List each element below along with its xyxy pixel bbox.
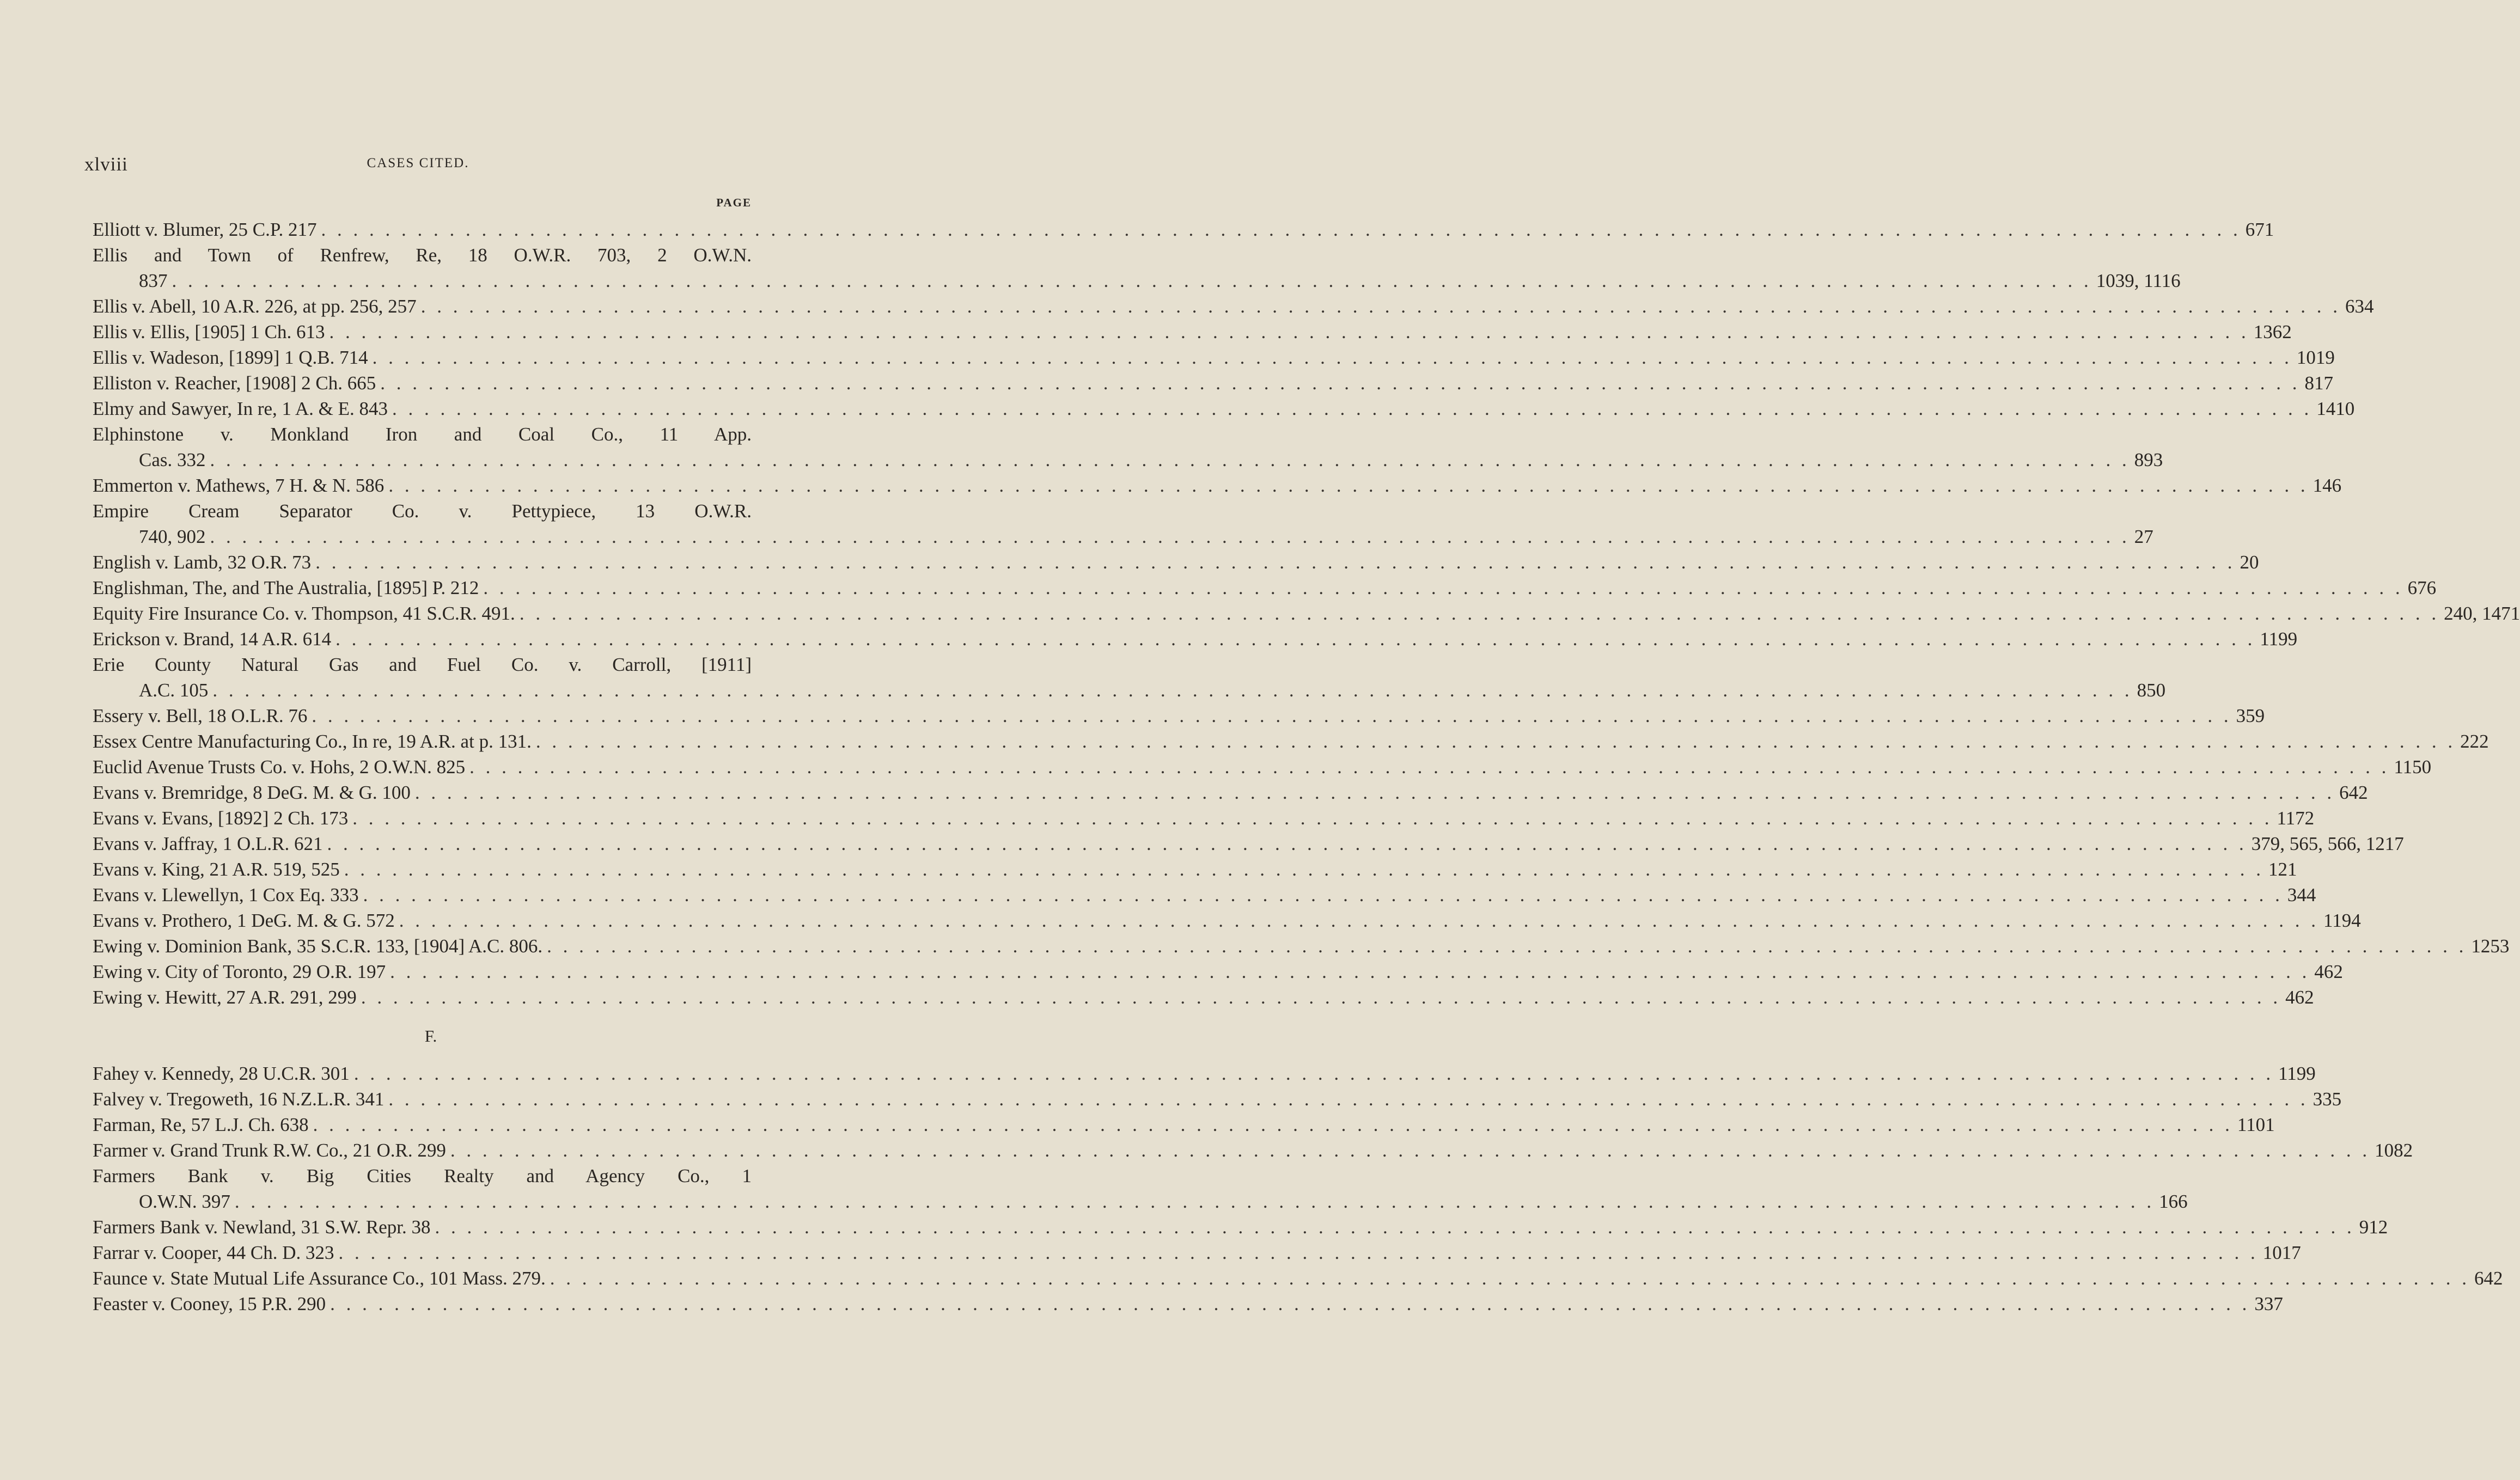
page-reference: 1101 <box>2237 1114 2275 1135</box>
page-reference: 676 <box>2407 577 2437 598</box>
case-entry <box>93 780 2368 805</box>
page-reference: 1039, 1116 <box>2096 270 2181 291</box>
page-reference: 1172 <box>2277 808 2315 829</box>
page-reference: 1082 <box>2375 1140 2413 1161</box>
page-reference: 240, 1471 <box>2444 603 2520 624</box>
dot-leader: . . . . . . . . . . . . . . . . . . . . . . . . . . . . . . . . . . . . . . . . . . . . . . . . . . . . . . . . . . . . . . . . . . . . . . . . . . . . . . . . . . . . . . . . . . . . . . . . . . . . . . . . . . . . . . . . . . . . . . . . <box>535 731 2456 752</box>
case-citation-line: Farmers Bank v. Big Cities Realty and Agency Co., 1 <box>93 1165 752 1187</box>
page-reference: 1019 <box>2296 347 2335 368</box>
case-citation-line: Farman, Re, 57 L.J. Ch. 638 <box>93 1114 309 1135</box>
page-reference: 1410 <box>2316 398 2355 419</box>
case-citation-line: 740, 902 <box>139 526 206 547</box>
case-entry <box>93 984 2314 1010</box>
dot-leader: . . . . . . . . . . . . . . . . . . . . . . . . . . . . . . . . . . . . . . . . . . . . . . . . . . . . . . . . . . . . . . . . . . . . . . . . . . . . . . . . . . . . . . . . . . . . . . . . . . . . . . . . . . . . . . . . . . . . . . . . <box>420 296 2341 317</box>
dot-leader: . . . . . . . . . . . . . . . . . . . . . . . . . . . . . . . . . . . . . . . . . . . . . . . . . . . . . . . . . . . . . . . . . . . . . . . . . . . . . . . . . . . . . . . . . . . . . . . . . . . . . . . . . . . . . . . . . . . . . . . . <box>388 475 2309 496</box>
dot-leader: . . . . . . . . . . . . . . . . . . . . . . . . . . . . . . . . . . . . . . . . . . . . . . . . . . . . . . . . . . . . . . . . . . . . . . . . . . . . . . . . . . . . . . . . . . . . . . . . . . . . . . . . . . . . . . . . . . . . . . . . <box>212 680 2133 701</box>
case-citation-line: English v. Lamb, 32 O.R. 73 <box>93 552 312 573</box>
case-citation-line: Essery v. Bell, 18 O.L.R. 76 <box>93 705 308 726</box>
case-entry <box>93 882 2316 908</box>
case-citation-line: Elliott v. Blumer, 25 C.P. 217 <box>93 219 317 240</box>
dot-leader: . . . . . . . . . . . . . . . . . . . . . . . . . . . . . . . . . . . . . . . . . . . . . . . . . . . . . . . . . . . . . . . . . . . . . . . . . . . . . . . . . . . . . . . . . . . . . . . . . . . . . . . . . . . . . . . . . . . . . . . . <box>172 270 2092 291</box>
case-citation-line: O.W.N. 397 <box>139 1191 230 1212</box>
page-reference: 1017 <box>2262 1242 2301 1263</box>
dot-leader: . . . . . . . . . . . . . . . . . . . . . . . . . . . . . . . . . . . . . . . . . . . . . . . . . . . . . . . . . . . . . . . . . . . . . . . . . . . . . . . . . . . . . . . . . . . . . . . . . . . . . . . . . . . . . . . . . . . . . . . . <box>234 1191 2155 1212</box>
case-citation-line: Emmerton v. Mathews, 7 H. & N. 586 <box>93 475 385 496</box>
case-entry <box>93 396 2355 421</box>
case-entry <box>93 575 2437 601</box>
page-reference: 634 <box>2345 296 2374 317</box>
case-entry <box>93 293 2374 319</box>
case-entry <box>93 831 2404 857</box>
case-entry <box>93 703 2265 729</box>
case-citation-line: Faunce v. State Mutual Life Assurance Co., 101 Mass. 279. <box>93 1268 546 1289</box>
case-citation-line: Erie County Natural Gas and Fuel Co. v. Carroll, [1911] <box>93 654 752 675</box>
case-citation-line: A.C. 105 <box>139 680 209 701</box>
case-citation-line: Essex Centre Manufacturing Co., In re, 19 A.R. at p. 131. <box>93 731 532 752</box>
dot-leader: . . . . . . . . . . . . . . . . . . . . . . . . . . . . . . . . . . . . . . . . . . . . . . . . . . . . . . . . . . . . . . . . . . . . . . . . . . . . . . . . . . . . . . . . . . . . . . . . . . . . . . . . . . . . . . . . . . . . . . . . <box>363 884 2283 906</box>
page-reference: 1253 <box>2471 935 2510 957</box>
case-citation-line: Evans v. Prothero, 1 DeG. M. & G. 572 <box>93 910 395 931</box>
case-citation-line: Equity Fire Insurance Co. v. Thompson, 41 S.C.R. 491. <box>93 603 515 624</box>
page-reference: 121 <box>2268 859 2297 880</box>
dot-leader: . . . . . . . . . . . . . . . . . . . . . . . . . . . . . . . . . . . . . . . . . . . . . . . . . . . . . . . . . . . . . . . . . . . . . . . . . . . . . . . . . . . . . . . . . . . . . . . . . . . . . . . . . . . . . . . . . . . . . . . . <box>392 398 2312 419</box>
case-citation-line: Elmy and Sawyer, In re, 1 A. & E. 843 <box>93 398 388 419</box>
case-entry <box>93 421 2163 473</box>
page-reference: 379, 565, 566, 1217 <box>2251 833 2404 854</box>
case-entry <box>93 498 2153 549</box>
page-reference: 27 <box>2134 526 2153 547</box>
case-entry <box>93 601 2520 626</box>
case-entry <box>93 626 2298 652</box>
case-citation-line: Evans v. Llewellyn, 1 Cox Eq. 333 <box>93 884 359 906</box>
page-reference: 222 <box>2460 731 2489 752</box>
dot-leader: . . . . . . . . . . . . . . . . . . . . . . . . . . . . . . . . . . . . . . . . . . . . . . . . . . . . . . . . . . . . . . . . . . . . . . . . . . . . . . . . . . . . . . . . . . . . . . . . . . . . . . . . . . . . . . . . . . . . . . . . <box>330 1293 2250 1314</box>
page-reference: 462 <box>2314 961 2343 982</box>
dot-leader: . . . . . . . . . . . . . . . . . . . . . . . . . . . . . . . . . . . . . . . . . . . . . . . . . . . . . . . . . . . . . . . . . . . . . . . . . . . . . . . . . . . . . . . . . . . . . . . . . . . . . . . . . . . . . . . . . . . . . . . . <box>483 577 2403 598</box>
dot-leader: . . . . . . . . . . . . . . . . . . . . . . . . . . . . . . . . . . . . . . . . . . . . . . . . . . . . . . . . . . . . . . . . . . . . . . . . . . . . . . . . . . . . . . . . . . . . . . . . . . . . . . . . . . . . . . . . . . . . . . . . <box>344 859 2264 880</box>
section-letter-f: F. <box>424 1026 437 1045</box>
page-reference: 1199 <box>2278 1063 2316 1084</box>
case-citation-line: 837 <box>139 270 168 291</box>
case-entry <box>93 652 2166 703</box>
case-entry <box>93 1061 2316 1086</box>
dot-leader: . . . . . . . . . . . . . . . . . . . . . . . . . . . . . . . . . . . . . . . . . . . . . . . . . . . . . . . . . . . . . . . . . . . . . . . . . . . . . . . . . . . . . . . . . . . . . . . . . . . . . . . . . . . . . . . . . . . . . . . . <box>312 705 2232 726</box>
page-column-label: PAGE <box>716 196 752 209</box>
case-citation-line: Ellis and Town of Renfrew, Re, 18 O.W.R. 703, 2 O.W.N. <box>93 244 752 266</box>
dot-leader: . . . . . . . . . . . . . . . . . . . . . . . . . . . . . . . . . . . . . . . . . . . . . . . . . . . . . . . . . . . . . . . . . . . . . . . . . . . . . . . . . . . . . . . . . . . . . . . . . . . . . . . . . . . . . . . . . . . . . . . . <box>352 808 2273 829</box>
case-citation-line: Ewing v. City of Toronto, 29 O.R. 197 <box>93 961 386 982</box>
dot-leader: . . . . . . . . . . . . . . . . . . . . . . . . . . . . . . . . . . . . . . . . . . . . . . . . . . . . . . . . . . . . . . . . . . . . . . . . . . . . . . . . . . . . . . . . . . . . . . . . . . . . . . . . . . . . . . . . . . . . . . . . <box>519 603 2440 624</box>
case-entry <box>93 549 2259 575</box>
case-citation-line: Ewing v. Hewitt, 27 A.R. 291, 299 <box>93 987 357 1008</box>
dot-leader: . . . . . . . . . . . . . . . . . . . . . . . . . . . . . . . . . . . . . . . . . . . . . . . . . . . . . . . . . . . . . . . . . . . . . . . . . . . . . . . . . . . . . . . . . . . . . . . . . . . . . . . . . . . . . . . . . . . . . . . . <box>550 1268 2470 1289</box>
dot-leader: . . . . . . . . . . . . . . . . . . . . . . . . . . . . . . . . . . . . . . . . . . . . . . . . . . . . . . . . . . . . . . . . . . . . . . . . . . . . . . . . . . . . . . . . . . . . . . . . . . . . . . . . . . . . . . . . . . . . . . . . <box>210 526 2130 547</box>
case-citation-line: Empire Cream Separator Co. v. Pettypiece, 13 O.W.R. <box>93 500 752 522</box>
case-citation-line: Ellis v. Ellis, [1905] 1 Ch. 613 <box>93 321 325 343</box>
page-reference: 642 <box>2339 782 2368 803</box>
case-citation-line: Euclid Avenue Trusts Co. v. Hohs, 2 O.W.N. 825 <box>93 756 466 778</box>
page-reference: 344 <box>2287 884 2316 906</box>
page-reference: 671 <box>2245 219 2274 240</box>
case-citation-line: Farmers Bank v. Newland, 31 S.W. Repr. 38 <box>93 1216 431 1238</box>
dot-leader: . . . . . . . . . . . . . . . . . . . . . . . . . . . . . . . . . . . . . . . . . . . . . . . . . . . . . . . . . . . . . . . . . . . . . . . . . . . . . . . . . . . . . . . . . . . . . . . . . . . . . . . . . . . . . . . . . . . . . . . . <box>329 321 2249 343</box>
folio-number: xlviii <box>84 154 128 175</box>
case-citation-line: Elphinstone v. Monkland Iron and Coal Co., 11 App. <box>93 424 752 445</box>
dot-leader: . . . . . . . . . . . . . . . . . . . . . . . . . . . . . . . . . . . . . . . . . . . . . . . . . . . . . . . . . . . . . . . . . . . . . . . . . . . . . . . . . . . . . . . . . . . . . . . . . . . . . . . . . . . . . . . . . . . . . . . . <box>335 628 2256 650</box>
case-entry <box>93 319 2292 345</box>
dot-leader: . . . . . . . . . . . . . . . . . . . . . . . . . . . . . . . . . . . . . . . . . . . . . . . . . . . . . . . . . . . . . . . . . . . . . . . . . . . . . . . . . . . . . . . . . . . . . . . . . . . . . . . . . . . . . . . . . . . . . . . . <box>321 219 2241 240</box>
dot-leader: . . . . . . . . . . . . . . . . . . . . . . . . . . . . . . . . . . . . . . . . . . . . . . . . . . . . . . . . . . . . . . . . . . . . . . . . . . . . . . . . . . . . . . . . . . . . . . . . . . . . . . . . . . . . . . . . . . . . . . . . <box>435 1216 2355 1238</box>
case-entry <box>93 1163 2188 1214</box>
case-citation-line: Ewing v. Dominion Bank, 35 S.C.R. 133, [1904] A.C. 806. <box>93 935 543 957</box>
page-reference: 1150 <box>2394 756 2432 778</box>
dot-leader: . . . . . . . . . . . . . . . . . . . . . . . . . . . . . . . . . . . . . . . . . . . . . . . . . . . . . . . . . . . . . . . . . . . . . . . . . . . . . . . . . . . . . . . . . . . . . . . . . . . . . . . . . . . . . . . . . . . . . . . . <box>469 756 2390 778</box>
case-entry <box>93 473 2342 498</box>
page-reference: 20 <box>2240 552 2259 573</box>
page-reference: 337 <box>2254 1293 2283 1314</box>
case-citation-line: Englishman, The, and The Australia, [1895] P. 212 <box>93 577 479 598</box>
case-entry <box>93 370 2334 396</box>
page-reference: 1194 <box>2323 910 2361 931</box>
case-citation-line: Feaster v. Cooney, 15 P.R. 290 <box>93 1293 326 1314</box>
page-reference: 1199 <box>2260 628 2298 650</box>
case-citation-line: Evans v. Jaffray, 1 O.L.R. 621 <box>93 833 323 854</box>
running-title: CASES CITED. <box>367 156 469 170</box>
case-entry <box>93 1214 2388 1240</box>
page-reference: 642 <box>2474 1268 2503 1289</box>
case-entry <box>93 857 2297 882</box>
page-reference: 912 <box>2359 1216 2388 1238</box>
dot-leader: . . . . . . . . . . . . . . . . . . . . . . . . . . . . . . . . . . . . . . . . . . . . . . . . . . . . . . . . . . . . . . . . . . . . . . . . . . . . . . . . . . . . . . . . . . . . . . . . . . . . . . . . . . . . . . . . . . . . . . . . <box>380 372 2301 394</box>
dot-leader: . . . . . . . . . . . . . . . . . . . . . . . . . . . . . . . . . . . . . . . . . . . . . . . . . . . . . . . . . . . . . . . . . . . . . . . . . . . . . . . . . . . . . . . . . . . . . . . . . . . . . . . . . . . . . . . . . . . . . . . . <box>450 1140 2371 1161</box>
case-entry <box>93 959 2343 984</box>
case-citation-line: Elliston v. Reacher, [1908] 2 Ch. 665 <box>93 372 376 394</box>
case-list-f <box>93 1061 2503 1317</box>
case-entry <box>93 908 2361 933</box>
case-citation-line: Evans v. Bremridge, 8 DeG. M. & G. 100 <box>93 782 411 803</box>
case-entry <box>93 242 2181 293</box>
dot-leader: . . . . . . . . . . . . . . . . . . . . . . . . . . . . . . . . . . . . . . . . . . . . . . . . . . . . . . . . . . . . . . . . . . . . . . . . . . . . . . . . . . . . . . . . . . . . . . . . . . . . . . . . . . . . . . . . . . . . . . . . <box>361 987 2281 1008</box>
dot-leader: . . . . . . . . . . . . . . . . . . . . . . . . . . . . . . . . . . . . . . . . . . . . . . . . . . . . . . . . . . . . . . . . . . . . . . . . . . . . . . . . . . . . . . . . . . . . . . . . . . . . . . . . . . . . . . . . . . . . . . . . <box>210 449 2130 470</box>
case-citation-line: Evans v. King, 21 A.R. 519, 525 <box>93 859 340 880</box>
case-entry <box>93 1240 2301 1265</box>
case-citation-line: Farrar v. Cooper, 44 Ch. D. 323 <box>93 1242 334 1263</box>
case-citation-line: Cas. 332 <box>139 449 206 470</box>
case-citation-line: Evans v. Evans, [1892] 2 Ch. 173 <box>93 808 349 829</box>
page-reference: 893 <box>2134 449 2163 470</box>
case-entry <box>93 754 2432 780</box>
page-reference: 850 <box>2137 680 2166 701</box>
dot-leader: . . . . . . . . . . . . . . . . . . . . . . . . . . . . . . . . . . . . . . . . . . . . . . . . . . . . . . . . . . . . . . . . . . . . . . . . . . . . . . . . . . . . . . . . . . . . . . . . . . . . . . . . . . . . . . . . . . . . . . . . <box>388 1088 2309 1110</box>
dot-leader: . . . . . . . . . . . . . . . . . . . . . . . . . . . . . . . . . . . . . . . . . . . . . . . . . . . . . . . . . . . . . . . . . . . . . . . . . . . . . . . . . . . . . . . . . . . . . . . . . . . . . . . . . . . . . . . . . . . . . . . . <box>315 552 2236 573</box>
page-reference: 817 <box>2304 372 2334 394</box>
case-entry <box>93 345 2335 370</box>
page-reference: 166 <box>2159 1191 2188 1212</box>
case-entry <box>93 217 2274 242</box>
case-citation-line: Ellis v. Wadeson, [1899] 1 Q.B. 714 <box>93 347 368 368</box>
page-reference: 359 <box>2236 705 2265 726</box>
case-list-e <box>93 217 2520 1010</box>
case-entry <box>93 805 2315 831</box>
dot-leader: . . . . . . . . . . . . . . . . . . . . . . . . . . . . . . . . . . . . . . . . . . . . . . . . . . . . . . . . . . . . . . . . . . . . . . . . . . . . . . . . . . . . . . . . . . . . . . . . . . . . . . . . . . . . . . . . . . . . . . . . <box>547 935 2467 957</box>
case-entry <box>93 729 2489 754</box>
dot-leader: . . . . . . . . . . . . . . . . . . . . . . . . . . . . . . . . . . . . . . . . . . . . . . . . . . . . . . . . . . . . . . . . . . . . . . . . . . . . . . . . . . . . . . . . . . . . . . . . . . . . . . . . . . . . . . . . . . . . . . . . <box>414 782 2335 803</box>
dot-leader: . . . . . . . . . . . . . . . . . . . . . . . . . . . . . . . . . . . . . . . . . . . . . . . . . . . . . . . . . . . . . . . . . . . . . . . . . . . . . . . . . . . . . . . . . . . . . . . . . . . . . . . . . . . . . . . . . . . . . . . . <box>372 347 2292 368</box>
case-entry <box>93 1137 2413 1163</box>
dot-leader: . . . . . . . . . . . . . . . . . . . . . . . . . . . . . . . . . . . . . . . . . . . . . . . . . . . . . . . . . . . . . . . . . . . . . . . . . . . . . . . . . . . . . . . . . . . . . . . . . . . . . . . . . . . . . . . . . . . . . . . . <box>353 1063 2274 1084</box>
dot-leader: . . . . . . . . . . . . . . . . . . . . . . . . . . . . . . . . . . . . . . . . . . . . . . . . . . . . . . . . . . . . . . . . . . . . . . . . . . . . . . . . . . . . . . . . . . . . . . . . . . . . . . . . . . . . . . . . . . . . . . . . <box>338 1242 2259 1263</box>
case-entry <box>93 1112 2275 1137</box>
case-citation-line: Farmer v. Grand Trunk R.W. Co., 21 O.R. 299 <box>93 1140 446 1161</box>
case-citation-line: Falvey v. Tregoweth, 16 N.Z.L.R. 341 <box>93 1088 385 1110</box>
dot-leader: . . . . . . . . . . . . . . . . . . . . . . . . . . . . . . . . . . . . . . . . . . . . . . . . . . . . . . . . . . . . . . . . . . . . . . . . . . . . . . . . . . . . . . . . . . . . . . . . . . . . . . . . . . . . . . . . . . . . . . . . <box>313 1114 2233 1135</box>
page-reference: 335 <box>2312 1088 2342 1110</box>
case-citation-line: Fahey v. Kennedy, 28 U.C.R. 301 <box>93 1063 350 1084</box>
case-citation-line: Ellis v. Abell, 10 A.R. 226, at pp. 256, 257 <box>93 296 417 317</box>
dot-leader: . . . . . . . . . . . . . . . . . . . . . . . . . . . . . . . . . . . . . . . . . . . . . . . . . . . . . . . . . . . . . . . . . . . . . . . . . . . . . . . . . . . . . . . . . . . . . . . . . . . . . . . . . . . . . . . . . . . . . . . . <box>399 910 2320 931</box>
dot-leader: . . . . . . . . . . . . . . . . . . . . . . . . . . . . . . . . . . . . . . . . . . . . . . . . . . . . . . . . . . . . . . . . . . . . . . . . . . . . . . . . . . . . . . . . . . . . . . . . . . . . . . . . . . . . . . . . . . . . . . . . <box>327 833 2247 854</box>
page-reference: 462 <box>2285 987 2314 1008</box>
page-header <box>84 154 752 181</box>
dot-leader: . . . . . . . . . . . . . . . . . . . . . . . . . . . . . . . . . . . . . . . . . . . . . . . . . . . . . . . . . . . . . . . . . . . . . . . . . . . . . . . . . . . . . . . . . . . . . . . . . . . . . . . . . . . . . . . . . . . . . . . . <box>390 961 2310 982</box>
page-reference: 1362 <box>2253 321 2292 343</box>
case-citation-line: Erickson v. Brand, 14 A.R. 614 <box>93 628 332 650</box>
case-entry <box>93 1291 2283 1317</box>
case-entry <box>93 1265 2503 1291</box>
case-entry <box>93 1086 2342 1112</box>
page-reference: 146 <box>2312 475 2342 496</box>
case-entry <box>93 933 2510 959</box>
